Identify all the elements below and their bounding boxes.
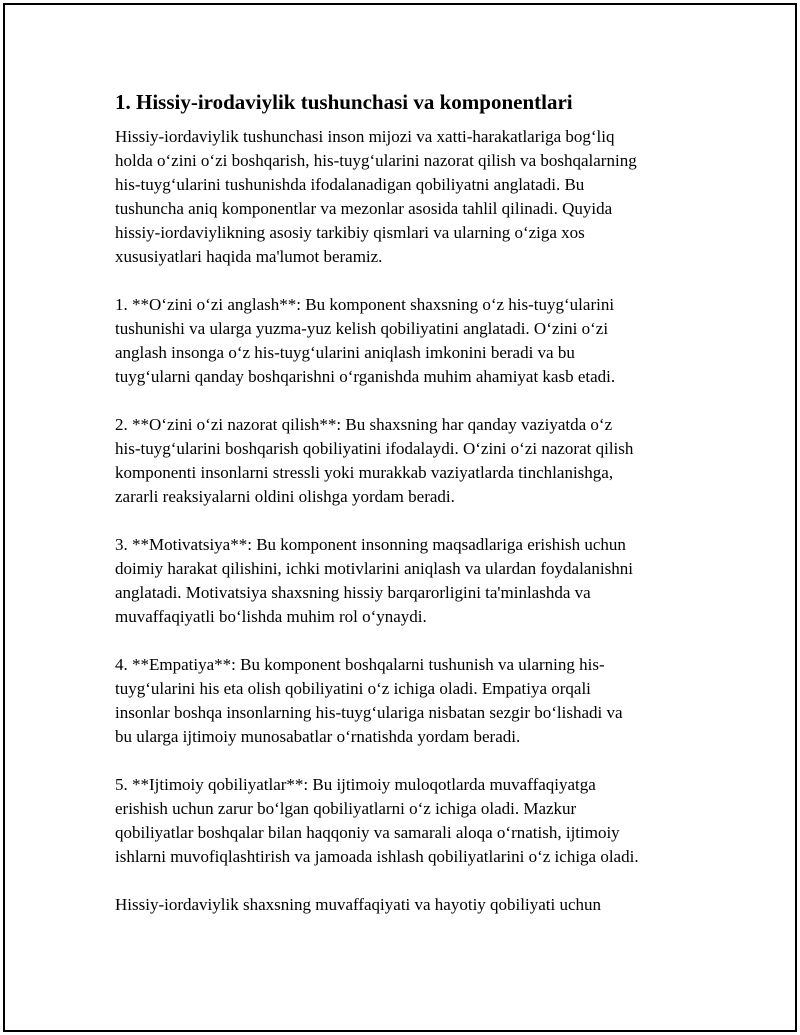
text-line: ishlarni muvofiqlashtirish va jamoada ishlash qobiliyatlarini o‘z ichiga oladi. (115, 847, 639, 866)
closing-paragraph (115, 893, 690, 917)
text-line: komponenti insonlarni stressli yoki murakkab vaziyatlarda tinchlanishga, (115, 463, 614, 482)
text-line: 5. **Ijtimoiy qobiliyatlar**: Bu ijtimoiy muloqotlarda muvaffaqiyatga (115, 775, 596, 794)
intro-paragraph (115, 125, 690, 269)
text-line: doimiy harakat qilishini, ichki motivlarini aniqlash va ulardan foydalanishni (115, 559, 633, 578)
text-line: tuyg‘ularni qanday boshqarishni o‘rganishda muhim ahamiyat kasb etadi. (115, 367, 616, 386)
section-heading: 1. Hissiy-irodaviylik tushunchasi va komponentlari (115, 90, 573, 114)
component-paragraph-social-skills (115, 773, 690, 869)
text-line: xususiyatlari haqida ma'lumot beramiz. (115, 247, 383, 266)
text-line: hissiy-iordaviylikning asosiy tarkibiy qismlari va ularning o‘ziga xos (115, 223, 585, 242)
text-line: anglatadi. Motivatsiya shaxsning hissiy barqarorligini ta'minlashda va (115, 583, 591, 602)
text-line: erishish uchun zarur bo‘lgan qobiliyatlarni o‘z ichiga oladi. Mazkur (115, 799, 577, 818)
component-paragraph-self-awareness (115, 293, 690, 389)
text-line: 4. **Empatiya**: Bu komponent boshqalarni tushunish va ularning his- (115, 655, 605, 674)
component-paragraph-motivation (115, 533, 690, 629)
text-line: tushuncha aniq komponentlar va mezonlar asosida tahlil qilinadi. Quyida (115, 199, 613, 218)
text-line: qobiliyatlar boshqalar bilan haqqoniy va samarali aloqa o‘rnatish, ijtimoiy (115, 823, 620, 842)
text-line: Hissiy-iordaviylik shaxsning muvaffaqiyati va hayotiy qobiliyati uchun (115, 895, 602, 914)
text-line: 3. **Motivatsiya**: Bu komponent insonning maqsadlariga erishish uchun (115, 535, 626, 554)
component-paragraph-self-control (115, 413, 690, 509)
text-line: anglash insonga o‘z his-tuyg‘ularini aniqlash imkonini beradi va bu (115, 343, 575, 362)
text-line: Hissiy-iordaviylik tushunchasi inson mijozi va xatti-harakatlariga bog‘liq (115, 127, 615, 146)
text-line: zararli reaksiyalarni oldini olishga yordam beradi. (115, 487, 455, 506)
text-line: muvaffaqiyatli bo‘lishda muhim rol o‘ynaydi. (115, 607, 427, 626)
text-line: bu ularga ijtimoiy munosabatlar o‘rnatishda yordam beradi. (115, 727, 521, 746)
text-line: holda o‘zini o‘zi boshqarish, his-tuyg‘ularini nazorat qilish va boshqalarning (115, 151, 637, 170)
document-body (115, 88, 690, 941)
text-line: 1. **O‘zini o‘zi anglash**: Bu komponent shaxsning o‘z his-tuyg‘ularini (115, 295, 615, 314)
text-line: 2. **O‘zini o‘zi nazorat qilish**: Bu shaxsning har qanday vaziyatda o‘z (115, 415, 613, 434)
text-line: insonlar boshqa insonlarning his-tuyg‘ulariga nisbatan sezgir bo‘lishadi va (115, 703, 623, 722)
text-line: his-tuyg‘ularini tushunishda ifodalanadigan qobiliyatni anglatadi. Bu (115, 175, 585, 194)
text-line: his-tuyg‘ularini boshqarish qobiliyatini ifodalaydi. O‘zini o‘zi nazorat qilish (115, 439, 634, 458)
component-paragraph-empathy (115, 653, 690, 749)
text-line: tushunishi va ularga yuzma-yuz kelish qobiliyatini anglatadi. O‘zini o‘zi (115, 319, 609, 338)
text-line: tuyg‘ularini his eta olish qobiliyatini o‘z ichiga oladi. Empatiya orqali (115, 679, 591, 698)
